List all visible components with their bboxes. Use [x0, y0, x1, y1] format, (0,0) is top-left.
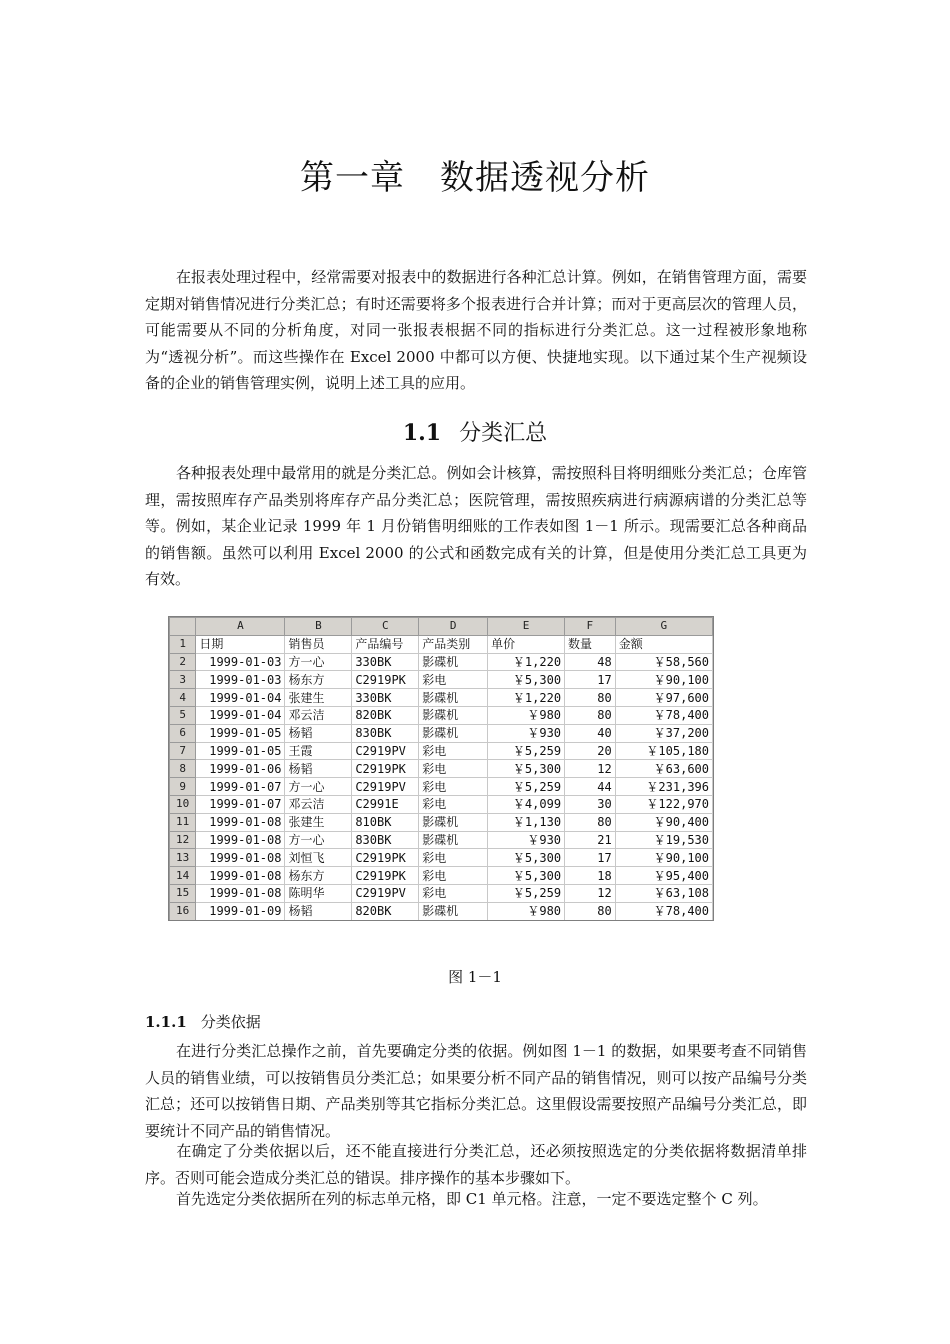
table-cell: 彩电 — [419, 884, 488, 902]
table-cell: 彩电 — [419, 671, 488, 689]
table-cell: 1999-01-07 — [196, 795, 285, 813]
intro-paragraph: 在报表处理过程中，经常需要对报表中的数据进行各种汇总计算。例如，在销售管理方面，需要定期对销售情况进行分类汇总；有时还需要将多个报表进行合并计算；而对于更高层次的管理人员，可能需要从不同的分析角度，对同一张报表根据不同的指标进行分类汇总。这一过程被形象地称为“透视分析”。而这些操作在 Excel 2000 中都可以方便、快捷地实现。以下通过某个生产视频设备的企业的销售管理实例，说明上述工具的应用。 — [145, 268, 807, 392]
table-cell: ￥63,600 — [615, 760, 712, 778]
table-cell: 330BK — [352, 653, 419, 671]
table-cell: ￥5,300 — [488, 760, 565, 778]
table-cell: ￥122,970 — [615, 795, 712, 813]
table-cell: C2919PK — [352, 760, 419, 778]
table-cell: 40 — [565, 724, 616, 742]
table-cell: 1999-01-08 — [196, 884, 285, 902]
row-number: 13 — [170, 849, 196, 867]
table-cell: 1999-01-03 — [196, 653, 285, 671]
table-cell: ￥4,099 — [488, 795, 565, 813]
table-row — [170, 689, 713, 707]
row-number: 14 — [170, 867, 196, 885]
subsection-number: 1.1.1 — [145, 1013, 187, 1031]
corner-cell — [170, 618, 196, 636]
table-row — [170, 724, 713, 742]
subsection-title-text: 分类依据 — [200, 1013, 261, 1031]
column-letter: B — [285, 618, 352, 636]
table-cell: ￥90,100 — [615, 671, 712, 689]
table-cell: ￥930 — [488, 724, 565, 742]
table-cell: 12 — [565, 884, 616, 902]
table-cell: ￥19,530 — [615, 831, 712, 849]
table-row — [170, 902, 713, 920]
table-cell: ￥1,220 — [488, 689, 565, 707]
table-cell: 方一心 — [285, 653, 352, 671]
spreadsheet-figure — [168, 616, 714, 921]
table-cell: 20 — [565, 742, 616, 760]
table-row — [170, 884, 713, 902]
table-cell: ￥5,259 — [488, 884, 565, 902]
chapter-title: 第一章 数据透视分析 — [300, 158, 650, 198]
column-letter: A — [196, 618, 285, 636]
table-row — [170, 653, 713, 671]
table-cell: ￥5,300 — [488, 867, 565, 885]
table-cell: C2919PV — [352, 778, 419, 796]
table-cell: 杨韬 — [285, 724, 352, 742]
table-row — [170, 778, 713, 796]
table-cell: ￥97,600 — [615, 689, 712, 707]
table-cell: 1999-01-04 — [196, 706, 285, 724]
header-cell: 数量 — [565, 635, 616, 653]
table-cell: 陈明华 — [285, 884, 352, 902]
header-cell: 产品编号 — [352, 635, 419, 653]
table-cell: 彩电 — [419, 742, 488, 760]
table-cell: 影碟机 — [419, 724, 488, 742]
table-cell: 1999-01-09 — [196, 902, 285, 920]
table-cell: C2919PK — [352, 849, 419, 867]
section-number: 1.1 — [402, 420, 442, 446]
section-paragraph: 各种报表处理中最常用的就是分类汇总。例如会计核算，需按照科目将明细账分类汇总；仓库管理，需按照库存产品类别将库存产品分类汇总；医院管理，需按照疾病进行病源病谱的分类汇总等等。例如，某企业记录 1999 年 1 月份销售明细账的工作表如图 1－1 所示。现需要汇总各种商品的销售额。虽然可以利用 Excel 2000 的公式和函数完成有关的计算，但是使用分类汇总工具更为有效。 — [145, 464, 807, 588]
table-cell: 王霞 — [285, 742, 352, 760]
table-cell: 杨韬 — [285, 760, 352, 778]
column-letter: D — [419, 618, 488, 636]
table-cell: ￥78,400 — [615, 902, 712, 920]
table-cell: 邓云洁 — [285, 795, 352, 813]
table-cell: ￥5,300 — [488, 671, 565, 689]
table-cell: 影碟机 — [419, 902, 488, 920]
table-cell: ￥5,300 — [488, 849, 565, 867]
table-row — [170, 849, 713, 867]
row-number: 1 — [170, 635, 196, 653]
header-cell: 金额 — [615, 635, 712, 653]
table-row — [170, 760, 713, 778]
table-cell: 820BK — [352, 902, 419, 920]
table-cell: 330BK — [352, 689, 419, 707]
table-cell: 1999-01-08 — [196, 813, 285, 831]
table-cell: 杨东方 — [285, 671, 352, 689]
table-row — [170, 671, 713, 689]
table-cell: ￥105,180 — [615, 742, 712, 760]
table-cell: 80 — [565, 706, 616, 724]
header-cell: 日期 — [196, 635, 285, 653]
row-number: 9 — [170, 778, 196, 796]
table-cell: ￥5,259 — [488, 778, 565, 796]
table-cell: 彩电 — [419, 849, 488, 867]
table-cell: 方一心 — [285, 831, 352, 849]
table-cell: ￥90,100 — [615, 849, 712, 867]
subsection-paragraph: 首先选定分类依据所在列的标志单元格，即 C1 单元格。注意，一定不要选定整个 C 列。 — [176, 1190, 768, 1208]
subsection-title — [145, 1011, 261, 1032]
table-cell: C2919PV — [352, 742, 419, 760]
table-cell: 彩电 — [419, 760, 488, 778]
header-cell: 产品类别 — [419, 635, 488, 653]
table-row — [170, 742, 713, 760]
row-number: 10 — [170, 795, 196, 813]
table-cell: ￥63,108 — [615, 884, 712, 902]
table-cell: 18 — [565, 867, 616, 885]
column-letter: F — [565, 618, 616, 636]
column-letter: C — [352, 618, 419, 636]
table-cell: 30 — [565, 795, 616, 813]
table-cell: 方一心 — [285, 778, 352, 796]
table-row — [170, 831, 713, 849]
spreadsheet-table — [169, 617, 713, 921]
table-cell: 1999-01-05 — [196, 742, 285, 760]
table-cell: 1999-01-04 — [196, 689, 285, 707]
table-cell: 影碟机 — [419, 689, 488, 707]
row-number: 16 — [170, 902, 196, 920]
table-cell: 彩电 — [419, 778, 488, 796]
table-cell: C2919PK — [352, 671, 419, 689]
table-cell: 张建生 — [285, 689, 352, 707]
table-cell: 刘恒飞 — [285, 849, 352, 867]
row-number: 5 — [170, 706, 196, 724]
table-row — [170, 867, 713, 885]
table-cell: C2919PV — [352, 884, 419, 902]
table-cell: ￥90,400 — [615, 813, 712, 831]
table-cell: ￥37,200 — [615, 724, 712, 742]
row-number: 7 — [170, 742, 196, 760]
table-cell: 影碟机 — [419, 831, 488, 849]
table-cell: 820BK — [352, 706, 419, 724]
table-cell: 1999-01-05 — [196, 724, 285, 742]
column-letter: E — [488, 618, 565, 636]
table-cell: 1999-01-08 — [196, 849, 285, 867]
column-header-row — [170, 618, 713, 636]
row-number: 8 — [170, 760, 196, 778]
table-cell: 1999-01-07 — [196, 778, 285, 796]
section-title — [0, 416, 950, 447]
table-header-row — [170, 635, 713, 653]
table-cell: 48 — [565, 653, 616, 671]
table-cell: C2991E — [352, 795, 419, 813]
table-cell: ￥58,560 — [615, 653, 712, 671]
table-cell: ￥930 — [488, 831, 565, 849]
row-number: 3 — [170, 671, 196, 689]
table-row — [170, 706, 713, 724]
subsection-paragraph: 在确定了分类依据以后，还不能直接进行分类汇总，还必须按照选定的分类依据将数据清单排序。否则可能会造成分类汇总的错误。排序操作的基本步骤如下。 — [145, 1142, 807, 1187]
table-cell: 44 — [565, 778, 616, 796]
table-cell: 影碟机 — [419, 706, 488, 724]
table-cell: 1999-01-06 — [196, 760, 285, 778]
table-cell: 80 — [565, 902, 616, 920]
table-cell: 1999-01-08 — [196, 831, 285, 849]
row-number: 11 — [170, 813, 196, 831]
table-cell: ￥5,259 — [488, 742, 565, 760]
table-cell: 830BK — [352, 724, 419, 742]
table-cell: ￥1,130 — [488, 813, 565, 831]
table-cell: 影碟机 — [419, 653, 488, 671]
table-cell: ￥95,400 — [615, 867, 712, 885]
table-cell: 影碟机 — [419, 813, 488, 831]
row-number: 6 — [170, 724, 196, 742]
table-row — [170, 813, 713, 831]
table-cell: ￥980 — [488, 706, 565, 724]
table-cell: 80 — [565, 813, 616, 831]
table-cell: 810BK — [352, 813, 419, 831]
table-cell: 彩电 — [419, 795, 488, 813]
section-title-text: 分类汇总 — [459, 421, 548, 446]
header-cell: 单价 — [488, 635, 565, 653]
table-cell: 21 — [565, 831, 616, 849]
table-cell: 12 — [565, 760, 616, 778]
table-cell: 1999-01-03 — [196, 671, 285, 689]
row-number: 12 — [170, 831, 196, 849]
header-cell: 销售员 — [285, 635, 352, 653]
table-cell: 1999-01-08 — [196, 867, 285, 885]
row-number: 4 — [170, 689, 196, 707]
column-letter: G — [615, 618, 712, 636]
table-cell: C2919PK — [352, 867, 419, 885]
table-cell: ￥980 — [488, 902, 565, 920]
table-cell: 邓云洁 — [285, 706, 352, 724]
table-row — [170, 795, 713, 813]
table-cell: 80 — [565, 689, 616, 707]
table-cell: 17 — [565, 849, 616, 867]
table-cell: 张建生 — [285, 813, 352, 831]
table-cell: ￥78,400 — [615, 706, 712, 724]
table-cell: ￥1,220 — [488, 653, 565, 671]
table-cell: 17 — [565, 671, 616, 689]
subsection-paragraph: 在进行分类汇总操作之前，首先要确定分类的依据。例如图 1－1 的数据，如果要考查不同销售人员的销售业绩，可以按销售员分类汇总；如果要分析不同产品的销售情况，则可以按产品编号分类汇总；还可以按销售日期、产品类别等其它指标分类汇总。这里假设需要按照产品编号分类汇总，即要统计不同产品的销售情况。 — [145, 1042, 807, 1140]
table-cell: 杨韬 — [285, 902, 352, 920]
row-number: 2 — [170, 653, 196, 671]
figure-caption: 图 1－1 — [448, 968, 502, 986]
table-cell: ￥231,396 — [615, 778, 712, 796]
row-number: 15 — [170, 884, 196, 902]
table-cell: 830BK — [352, 831, 419, 849]
table-cell: 彩电 — [419, 867, 488, 885]
table-cell: 杨东方 — [285, 867, 352, 885]
